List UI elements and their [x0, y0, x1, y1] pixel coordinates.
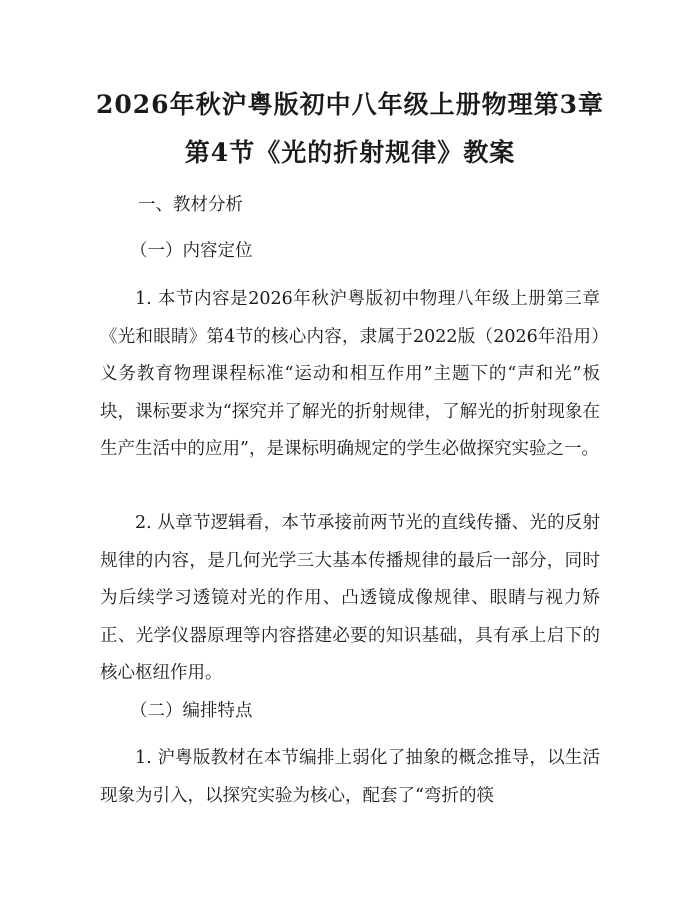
subsection-heading-layout-features: （二）编排特点	[130, 701, 253, 721]
paragraph-text: 2. 从章节逻辑看，本节承接前两节光的直线传播、光的反射规律的内容，是几何光学三大基本传播规律的最后一部分，同时为后续学习透镜对光的作用、凸透镜成像规律、眼睛与视力矫正、光学仪器原理等内容搭建必要的知识基础，具有承上启下的核心枢纽作用。	[100, 513, 600, 683]
paragraph-content-positioning-2	[100, 505, 600, 693]
subsection-heading-content-positioning: （一）内容定位	[130, 241, 253, 261]
paragraph-text: 1. 沪粤版教材在本节编排上弱化了抽象的概念推导，以生活现象为引入，以探究实验为核心，配套了“弯折的筷	[100, 748, 600, 806]
paragraph-content-positioning-1	[100, 281, 600, 469]
paragraph-layout-features-1	[100, 740, 600, 820]
paragraph-text: 1. 本节内容是2026年秋沪粤版初中物理八年级上册第三章《光和眼睛》第4节的核心内容，隶属于2022版（2026年沿用）义务教育物理课程标准“运动和相互作用”主题下的“声和光”板块，课标要求为“探究并了解光的折射规律，了解光的折射现象在生产生活中的应用”，是课标明确规定的学生必做探究实验之一。	[100, 289, 600, 459]
document-title-line1: 2026年秋沪粤版初中八年级上册物理第3章	[96, 90, 604, 119]
section-heading-materials-analysis: 一、教材分析	[138, 195, 243, 215]
document-title-line2: 第4节《光的折射规律》教案	[184, 138, 516, 167]
